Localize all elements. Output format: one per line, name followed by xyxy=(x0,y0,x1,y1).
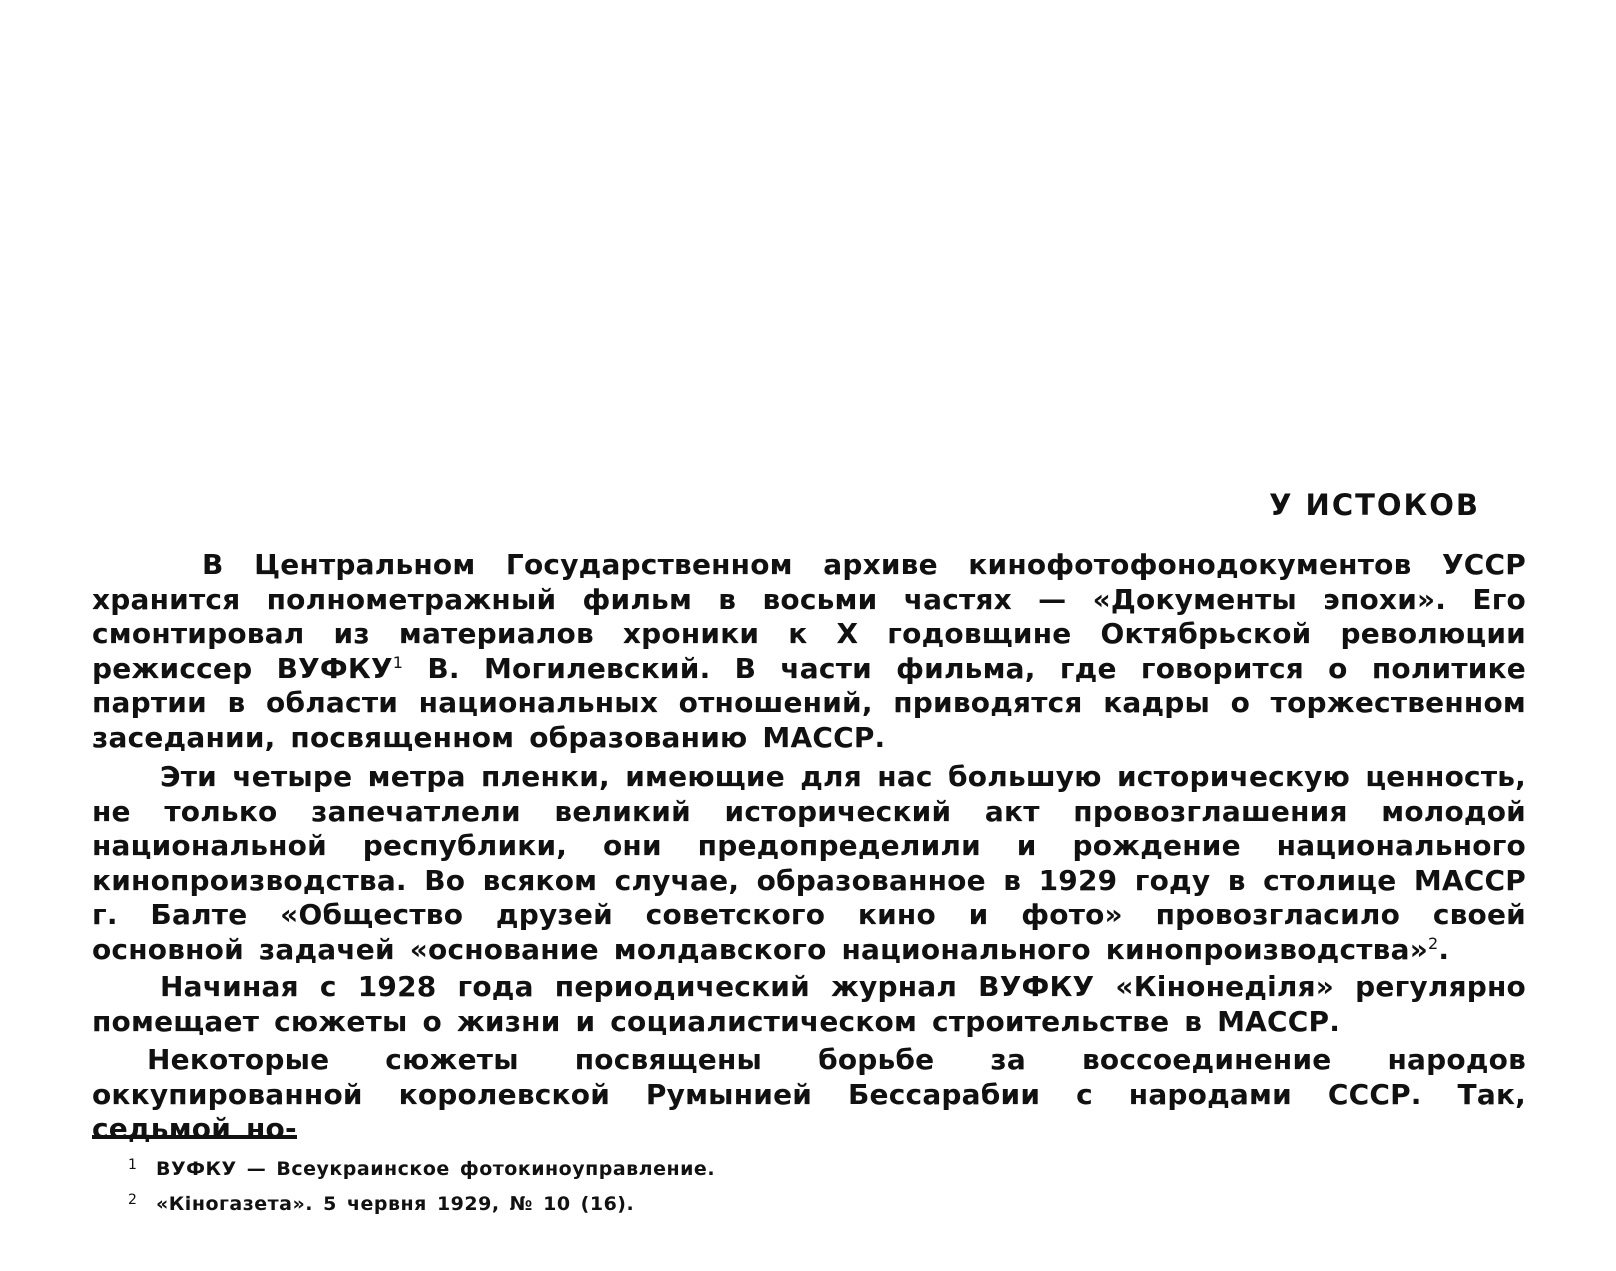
dropcap-letter: В xyxy=(202,548,224,581)
body-text xyxy=(92,548,1526,1147)
footnote-divider xyxy=(92,1135,297,1139)
footnote-2-text: «Кіногазета». 5 червня 1929, № 10 (16). xyxy=(156,1193,635,1215)
paragraph-2-tail: . xyxy=(1438,932,1450,966)
footnote-ref-1: 1 xyxy=(392,652,404,672)
footnote-1-mark: 1 xyxy=(128,1157,138,1173)
paragraph-3 xyxy=(92,970,1526,1039)
footnote-2 xyxy=(128,1185,1028,1220)
paragraph-2-text: Эти четыре метра пленки, имеющие для нас большую историческую ценность, не только запечатлели великий исторический акт провозглашения молодой национальной республики, они предопределили и рождение национального кинопроизводства. Во всяком случае, образованное в 1929 году в столице МАССР г. Балте «Общество друзей советского кино и фото» провозгласило своей основной задачей «основание молдавского национального кинопроизводства» xyxy=(92,760,1526,966)
paragraph-2 xyxy=(92,760,1526,967)
footnotes xyxy=(128,1150,1028,1220)
paragraph-4-text: Некоторые сюжеты посвящены борьбе за воссоединение народов оккупированной королевской Румынией Бессарабии с народами СССР. Так, седьмой но- xyxy=(92,1043,1526,1145)
footnote-1 xyxy=(128,1150,1028,1185)
paragraph-3-text: Начиная с 1928 года периодический журнал ВУФКУ «Кінонеділя» регулярно помещает сюжеты о жизни и социалистическом строительстве в МАССР. xyxy=(92,970,1526,1038)
paragraph-1-text-b: В. Могилевский. В части фильма, где говорится о политике партии в области национальных отношений, приводятся кадры о торжественном заседании, посвященном образованию МАССР. xyxy=(92,651,1526,754)
footnote-ref-2: 2 xyxy=(1427,933,1439,953)
paragraph-1-text-a: Центральном Государственном архиве кинофотофонодокументов УССР хранится полнометражный фильм в восьми частях — «Документы эпохи». Его смонтировал из материалов хроники к X годовщине Октябрьской революции режиссер ВУФКУ xyxy=(92,548,1526,685)
footnote-2-mark: 2 xyxy=(128,1192,138,1208)
footnote-1-text: ВУФКУ — Всеукраинское фотокиноуправление. xyxy=(156,1158,716,1180)
paragraph-1 xyxy=(92,548,1526,755)
paragraph-4 xyxy=(92,1043,1526,1147)
chapter-title: У ИСТОКОВ xyxy=(1269,488,1480,522)
